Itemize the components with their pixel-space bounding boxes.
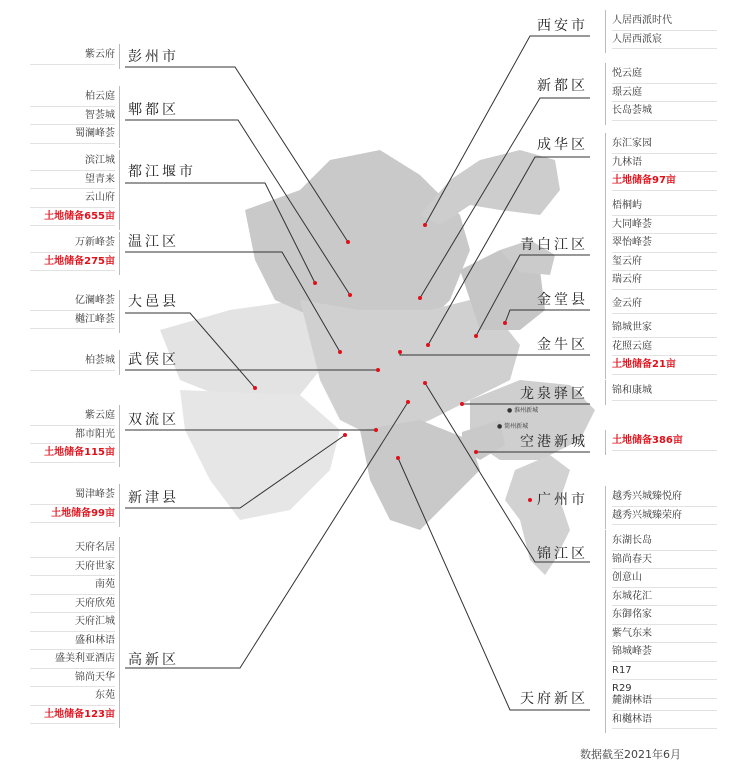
project-item[interactable]: 锦尚春天 <box>612 551 717 570</box>
location-dot <box>374 428 378 432</box>
project-item[interactable]: 天府欣苑 <box>30 595 115 614</box>
region-xian <box>420 150 560 225</box>
project-item[interactable]: 创意山 <box>612 569 717 588</box>
project-item[interactable]: 都市阳光 <box>30 426 115 445</box>
district-title[interactable]: 空港新城 <box>520 434 588 450</box>
district-title[interactable]: 都江堰市 <box>128 164 196 180</box>
left-project-list <box>30 350 120 375</box>
land-reserve-item[interactable]: 土地储备386亩 <box>612 432 717 451</box>
project-item[interactable]: 柏荟城 <box>30 352 115 371</box>
district-title[interactable]: 天府新区 <box>520 691 588 707</box>
project-item[interactable]: 天府世家 <box>30 558 115 577</box>
land-reserve-item[interactable]: 土地储备99亩 <box>30 505 115 524</box>
location-dot <box>348 293 352 297</box>
project-item[interactable]: 越秀兴城臻悦府 <box>612 488 717 507</box>
huaizhou-label: ● 淮州新城 <box>507 407 539 414</box>
project-item[interactable]: 锦尚天华 <box>30 669 115 688</box>
left-project-list <box>30 86 120 148</box>
location-dot <box>343 433 347 437</box>
location-dot <box>313 281 317 285</box>
land-reserve-item[interactable]: 土地储备275亩 <box>30 253 115 272</box>
left-project-list <box>30 44 120 69</box>
right-project-list <box>605 10 717 53</box>
project-item[interactable]: 南苑 <box>30 576 115 595</box>
project-item[interactable]: 锦城峰荟 <box>612 643 717 662</box>
project-item[interactable]: R17 <box>612 662 717 681</box>
project-item[interactable]: 东苑 <box>30 687 115 706</box>
right-project-list <box>605 690 717 733</box>
project-item[interactable]: 紫气东来 <box>612 625 717 644</box>
right-project-list <box>605 486 717 529</box>
data-date-note: 数据截至2021年6月 <box>580 748 681 761</box>
right-project-list <box>605 317 717 379</box>
project-item[interactable]: 瑞云府 <box>612 271 717 290</box>
jianzhou-label: ● 简州新城 <box>497 423 529 430</box>
district-title[interactable]: 武侯区 <box>128 352 179 368</box>
project-item[interactable]: 亿澜峰荟 <box>30 292 115 311</box>
project-item[interactable]: 花照云庭 <box>612 338 717 357</box>
project-item[interactable]: 大同峰荟 <box>612 216 717 235</box>
project-item[interactable]: 蜀澜峰荟 <box>30 125 115 144</box>
right-project-list <box>605 293 717 318</box>
district-title[interactable]: 新津县 <box>128 490 179 506</box>
location-dot <box>418 296 422 300</box>
district-title[interactable]: 温江区 <box>128 234 179 250</box>
project-item[interactable]: 天府汇城 <box>30 613 115 632</box>
project-item[interactable]: 蜀津峰荟 <box>30 486 115 505</box>
region-north <box>245 150 470 330</box>
district-title[interactable]: 成华区 <box>537 137 588 153</box>
project-item[interactable]: 璟云庭 <box>612 84 717 103</box>
district-title[interactable]: 双流区 <box>128 412 179 428</box>
land-reserve-item[interactable]: 土地储备655亩 <box>30 208 115 227</box>
project-item[interactable]: 智荟城 <box>30 107 115 126</box>
project-item[interactable]: 九林语 <box>612 154 717 173</box>
project-item[interactable]: 柏云庭 <box>30 88 115 107</box>
project-item[interactable]: 东御佲家 <box>612 606 717 625</box>
district-title[interactable]: 大邑县 <box>128 294 179 310</box>
district-title[interactable]: 高新区 <box>128 652 179 668</box>
project-item[interactable]: 东湖长岛 <box>612 532 717 551</box>
location-dot <box>406 400 410 404</box>
project-item[interactable]: 人居西派时代 <box>612 12 717 31</box>
district-title[interactable]: 西安市 <box>537 18 588 34</box>
project-item[interactable]: 樾江峰荟 <box>30 311 115 330</box>
location-dot <box>503 321 507 325</box>
project-item[interactable]: 长岛荟城 <box>612 102 717 121</box>
project-item[interactable]: 梧桐屿 <box>612 197 717 216</box>
left-project-list <box>30 484 120 527</box>
location-dot <box>338 350 342 354</box>
project-item[interactable]: 万新峰荟 <box>30 234 115 253</box>
location-dot <box>474 450 478 454</box>
project-item[interactable]: 翠怡峰荟 <box>612 234 717 253</box>
project-item[interactable]: 东汇家园 <box>612 135 717 154</box>
project-item[interactable]: 玺云府 <box>612 253 717 272</box>
district-title[interactable]: 金堂县 <box>537 292 588 308</box>
district-title[interactable]: 金牛区 <box>537 337 588 353</box>
location-dot <box>346 240 350 244</box>
project-item[interactable]: 滨江城 <box>30 152 115 171</box>
right-project-list <box>605 195 717 294</box>
map-regions <box>160 150 595 575</box>
district-title[interactable]: 青白江区 <box>520 237 588 253</box>
left-project-list <box>30 232 120 275</box>
district-title[interactable]: 锦江区 <box>537 546 588 562</box>
left-project-list <box>30 405 120 467</box>
district-title[interactable]: 彭州市 <box>128 49 179 65</box>
right-project-list <box>605 380 717 405</box>
project-item[interactable]: 紫云庭 <box>30 407 115 426</box>
project-item[interactable]: 盛美利亚酒店 <box>30 650 115 669</box>
project-item[interactable]: 锦和康城 <box>612 382 717 401</box>
project-item[interactable]: 悦云庭 <box>612 65 717 84</box>
project-item[interactable]: 云山府 <box>30 189 115 208</box>
project-item[interactable]: 和樾林语 <box>612 711 717 730</box>
left-project-list <box>30 290 120 333</box>
location-dot <box>398 350 402 354</box>
location-dot <box>423 223 427 227</box>
project-item[interactable]: 紫云府 <box>30 46 115 65</box>
location-dot <box>253 386 257 390</box>
project-item[interactable]: 锦城世家 <box>612 319 717 338</box>
location-dot <box>460 402 464 406</box>
district-title[interactable]: 龙泉驿区 <box>520 386 588 402</box>
location-dot <box>528 498 532 502</box>
project-item[interactable]: 东城花汇 <box>612 588 717 607</box>
project-item[interactable]: 天府名居 <box>30 539 115 558</box>
land-reserve-item[interactable]: 土地储备123亩 <box>30 706 115 725</box>
right-project-list <box>605 430 717 455</box>
location-dot <box>426 343 430 347</box>
district-title[interactable]: 新都区 <box>537 78 588 94</box>
huaizhou-text: 淮州新城 <box>514 407 539 414</box>
project-item[interactable]: 人居西派宸 <box>612 31 717 50</box>
left-project-list <box>30 150 120 230</box>
land-reserve-item[interactable]: 土地储备21亩 <box>612 356 717 375</box>
project-item[interactable]: 金云府 <box>612 295 717 314</box>
district-title[interactable]: 郫都区 <box>128 102 179 118</box>
project-item[interactable]: 盛和林语 <box>30 632 115 651</box>
project-item[interactable]: 麓湖林语 <box>612 692 717 711</box>
right-project-list <box>605 133 717 195</box>
right-project-list <box>605 63 717 125</box>
left-project-list <box>30 537 120 728</box>
right-project-list <box>605 530 717 703</box>
project-item[interactable]: 越秀兴城臻荣府 <box>612 507 717 526</box>
location-dot <box>376 368 380 372</box>
land-reserve-item[interactable]: 土地储备115亩 <box>30 444 115 463</box>
jianzhou-text: 简州新城 <box>504 423 529 430</box>
land-reserve-item[interactable]: 土地储备97亩 <box>612 172 717 191</box>
location-dot <box>396 456 400 460</box>
project-item[interactable]: 望青来 <box>30 171 115 190</box>
location-dot <box>423 381 427 385</box>
location-dot <box>474 334 478 338</box>
district-title[interactable]: 广州市 <box>537 492 588 508</box>
project-item[interactable]: R29 <box>612 680 717 699</box>
